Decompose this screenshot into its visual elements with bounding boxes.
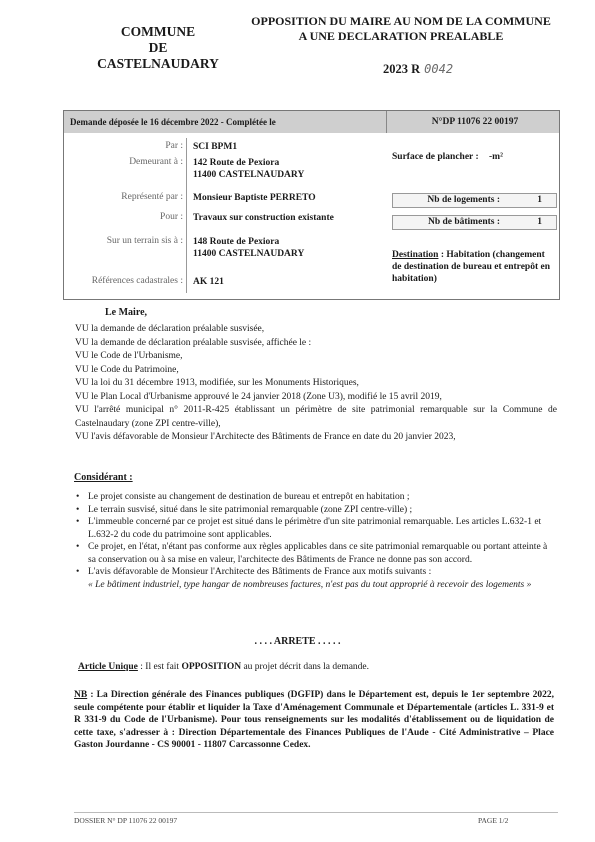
footer-dossier: DOSSIER N° DP 11076 22 00197 [74,816,178,825]
vu-item: VU la demande de déclaration préalable susvisée, affichée le : [75,337,312,348]
value-line: AK 121 [193,277,224,287]
nb-notice [74,689,554,752]
vu-item: VU le Code du Patrimoine, [75,364,179,375]
article-text-a: : Il est fait [140,662,180,672]
commune-line: CASTELNAUDARY [97,56,219,71]
vu-item: VU la demande de déclaration préalable susvisée, [75,324,265,334]
considerant-item: • Le terrain susvisé, situé dans le site patrimonial remarquable (zone ZPI centre-ville) ; [76,504,556,517]
value-line: 148 Route de Pexiora [193,237,280,247]
commune-name [95,24,221,72]
value-demeurant [193,157,304,181]
footer-rule [74,812,558,813]
footer-page: PAGE 1/2 [478,816,509,825]
surface-label: Surface de plancher : [392,152,479,162]
value-line: SCI BPM1 [193,142,238,152]
label-pour: Pour : [160,212,183,222]
surface-value: -m² [489,152,503,162]
title-line: OPPOSITION DU MAIRE AU NOM DE LA COMMUNE [251,14,551,28]
label-separator [186,138,187,293]
table-divider [386,111,387,133]
ref-handwritten-number: 0042 [424,62,454,76]
value-line: Travaux sur construction existante [193,213,334,223]
considerant-list [76,491,556,591]
label-par: Par : [165,141,183,151]
value-pour [193,212,334,224]
destination-block [392,249,552,285]
label-cadastre: Références cadastrales : [91,276,183,286]
destination-label: Destination [392,250,439,260]
abf-quote: « Le bâtiment industriel, type hangar de nombreuses factures, n'est pas du tout approprié à recevoir des logements » [88,579,532,590]
visas [75,323,557,445]
considerant-item: • Le projet consiste au changement de destination de bureau et entrepôt en habitation ; [76,491,556,504]
vu-item: VU le Plan Local d'Urbanisme approuvé le 24 janvier 2018 (Zone U3), modifié le 15 avril 2019, [75,391,442,402]
article-opposition: OPPOSITION [181,662,242,672]
commune-line: COMMUNE [120,24,196,39]
value-terrain [193,236,304,260]
value-cadastre [193,276,224,288]
batiments-value: 1 [537,217,542,227]
logements-label: Nb de logements : [427,195,500,205]
surface-plancher [392,151,503,163]
nb-text: : La Direction générale des Finances publiques (DGFIP) dans le Département est, depuis le 1er septembre 2022, seule compétente pour établir et liquider la Taxe d'Aménagement Communale et Départementale (articles L. 331-9 et R 331-9 du Code de l'Urbanisme). Pour tous renseignements sur les modalités d'établissement ou de liquidation de cette taxe, s'adresser à : Direction Départementale des Finances Publiques de l'Aude - Cité Administrative – Place Gaston Jourdanne - CS 90001 - 11807 Carcassonne Cedex. [74,690,555,750]
title-line: A UNE DECLARATION PREALABLE [298,28,504,43]
arrete-heading: . . . . ARRETE . . . . . [254,636,341,647]
document-title [236,14,566,43]
considerant-item: • Ce projet, en l'état, n'étant pas conforme aux règles applicables dans ce site patrimonial remarquable ou portant atteinte à sa conservation ou à sa mise en valeur, l'architecte des Bâtiments de France ne donne pas son accord. [76,541,556,566]
nb-label: NB [74,690,88,700]
ref-prefix: 2023 R [383,62,421,76]
value-line: 142 Route de Pexiora [193,158,280,168]
value-line: 11400 CASTELNAUDARY [193,170,305,180]
label-terrain: Sur un terrain sis à : [106,236,183,246]
batiments-label: Nb de bâtiments : [427,217,500,227]
label-represente: Représenté par : [121,192,183,202]
request-date: Demande déposée le 16 décembre 2022 - Complétée le [70,117,276,127]
destination-text: : Habitation (changement de destination de bureau et entrepôt en habitation) [392,250,550,284]
vu-item: VU l'arrêté municipal n° 2011-R-425 établissant un périmètre de site patrimonial remarquable sur la Commune de Castelnaudary (zone ZPI centre-ville), [75,405,557,429]
commune-line: DE [148,40,168,55]
considerant-heading: Considérant : [74,472,133,483]
article-unique [78,662,369,672]
value-represente [193,192,316,204]
considerant-item: • L'avis défavorable de Monsieur l'Architecte des Bâtiments de France aux motifs suivants : [76,566,556,579]
dossier-number: N°DP 11076 22 00197 [431,117,519,127]
le-maire: Le Maire, [105,307,148,318]
logements-value: 1 [537,195,542,205]
vu-item: VU la loi du 31 décembre 1913, modifiée, sur les Monuments Historiques, [75,378,359,388]
logements-box [392,193,557,208]
article-label: Article Unique [78,662,138,672]
label-demeurant: Demeurant à : [129,157,183,167]
value-line: 11400 CASTELNAUDARY [193,249,305,259]
arrete-reference [383,62,453,77]
considerant-item: • L'immeuble concerné par ce projet est situé dans le périmètre d'un site patrimonial remarquable. Les articles L.632-1 et L.632-2 du code du patrimoine sont applicables. [76,516,556,541]
value-line: Monsieur Baptiste PERRETO [193,193,316,203]
batiments-box [392,215,557,230]
vu-item: VU le Code de l'Urbanisme, [75,351,183,361]
vu-item: VU l'avis défavorable de Monsieur l'Architecte des Bâtiments de France en date du 20 janvier 2023, [75,432,456,442]
article-text-b: au projet décrit dans la demande. [243,662,370,672]
value-par [193,141,237,153]
